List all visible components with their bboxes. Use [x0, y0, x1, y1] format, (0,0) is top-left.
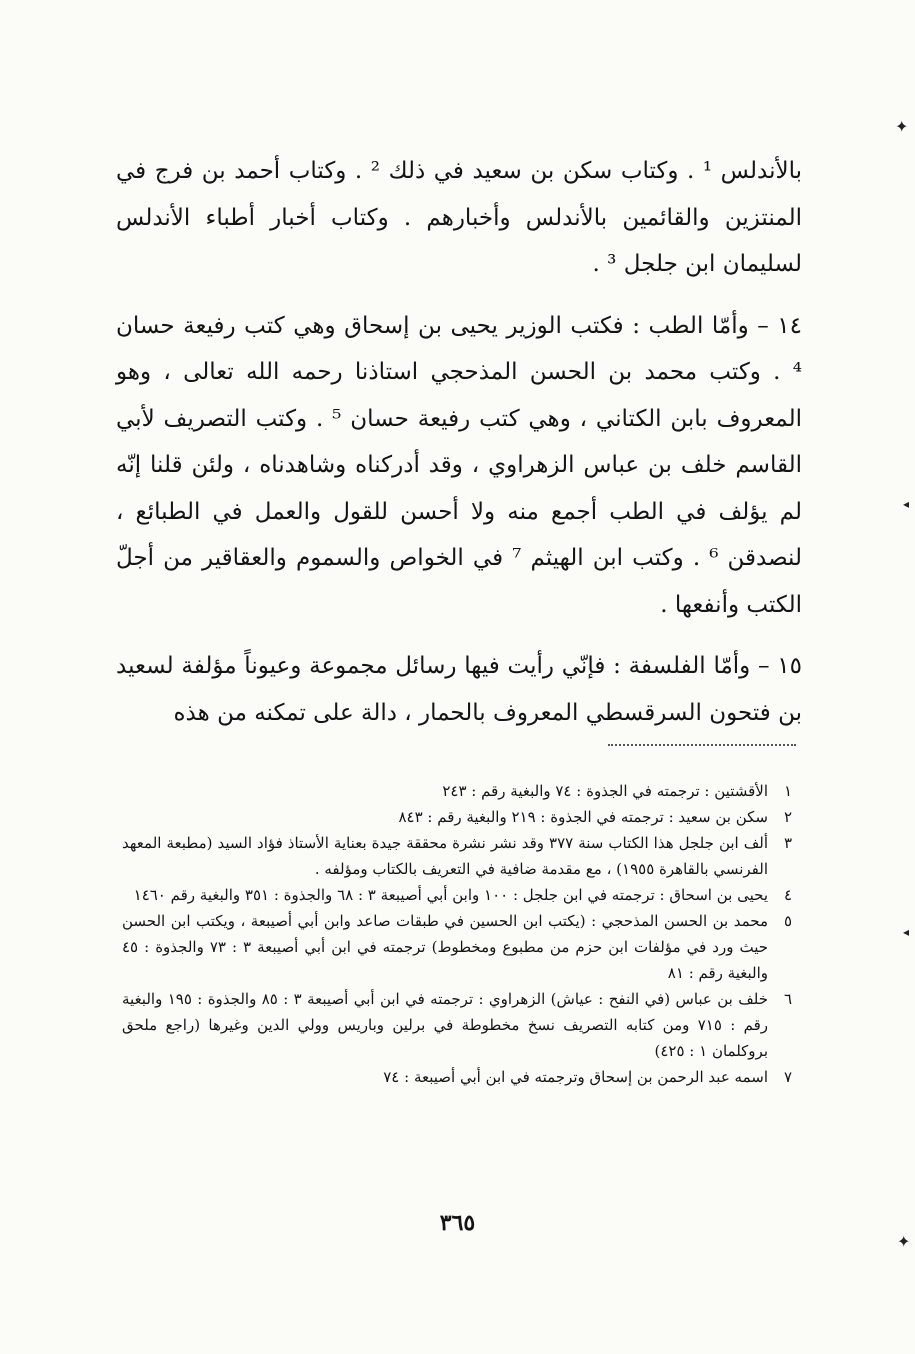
- paragraph-andalus-history: بالأندلس ¹ . وكتاب سكن بن سعيد في ذلك ² . وكتاب أحمد بن فرج في المنتزين والقائمين بالأندلس وأخبارهم . وكتاب أخبار أطباء الأندلس لسليمان ابن جلجل ³ .: [116, 158, 802, 277]
- footnote-text: محمد بن الحسن المذحجي : (يكتب ابن الحسين في طبقات صاعد وابن أبي أصيبعة ، ويكتب ابن الحسن حيث ورد في مؤلفات ابن حزم من مطبوع ومخطوط) ترجمته في ابن أبي أصيبعة ٣ : ٧٣ والجذوة : ٤٥ والبغية رقم : ٨١: [122, 912, 769, 982]
- margin-arrow-mark: ◂: [903, 497, 910, 511]
- footnote-number: ٥: [783, 912, 792, 930]
- footnote-number: ٦: [783, 990, 792, 1008]
- margin-arrow-mark: ◂: [903, 925, 910, 939]
- footnote-item: [122, 986, 792, 1064]
- paragraph-medicine: ١٤ – وأمّا الطب : فكتب الوزير يحيى بن إسحاق وهي كتب رفيعة حسان ⁴ . وكتب محمد بن الحسن المذحجي استاذنا رحمه الله تعالى ، وهو المعروف بابن الكتاني ، وهي كتب رفيعة حسان ⁵ . وكتب التصريف لأبي القاسم خلف بن عباس الزهراوي ، وقد أدركناه وشاهدناه ، ولئن قلنا إنّه لم يؤلف في الطب أجمع منه ولا أحسن للقول والعمل في الطبائع ، لنصدقن ⁶ . وكتب ابن الهيثم ⁷ في الخواص والسموم والعقاقير من أجلّ الكتب وأنفعها .: [116, 312, 803, 618]
- footnotes-list: [122, 778, 792, 1090]
- page-number: ٣٦٥: [439, 1210, 476, 1236]
- footnote-number: ٣: [783, 834, 792, 852]
- footnote-separator: [608, 744, 796, 746]
- footnote-number: ٤: [783, 886, 792, 904]
- footnote-text: اسمه عبد الرحمن بن إسحاق وترجمته في ابن أبي أصيبعة : ٧٤: [383, 1068, 768, 1086]
- footnote-item: [122, 882, 792, 908]
- margin-star-mark: ✦: [897, 1232, 911, 1251]
- paragraph-philosophy: ١٥ – وأمّا الفلسفة : فإنّي رأيت فيها رسائل مجموعة وعيوناً مؤلفة لسعيد بن فتحون السرقسطي المعروف بالحمار ، دالة على تمكنه من هذه: [116, 653, 802, 726]
- footnote-text: الأقشتين : ترجمته في الجذوة : ٧٤ والبغية رقم : ٢٤٣: [442, 782, 768, 800]
- main-text: [116, 148, 802, 736]
- footnote-item: [122, 804, 792, 830]
- footnote-item: [122, 778, 792, 804]
- footnote-number: ٢: [783, 808, 792, 826]
- margin-star-mark: ✦: [895, 117, 909, 136]
- footnote-item: [122, 908, 792, 986]
- footnote-text: ألف ابن جلجل هذا الكتاب سنة ٣٧٧ وقد نشر نشرة محققة جيدة بعناية الأستاذ فؤاد السيد (مطبعة المعهد الفرنسي بالقاهرة ١٩٥٥) ، مع مقدمة ضافية في التعريف بالكتاب ومؤلفه .: [122, 834, 768, 878]
- footnote-number: ٧: [783, 1068, 792, 1086]
- footnote-item: [122, 830, 792, 882]
- footnote-item: [122, 1064, 792, 1090]
- footnote-text: خلف بن عباس (في النفح : عياش) الزهراوي : ترجمته في ابن أبي أصيبعة ٣ : ٨٥ والجذوة : ١٩٥ والبغية رقم : ٧١٥ ومن كتابه التصريف نسخ مخطوطة في برلين وباريس وولي الدين وغيرها (راجع ملحق بروكلمان ١ : ٤٢٥): [122, 990, 768, 1060]
- footnote-text: سكن بن سعيد : ترجمته في الجذوة : ٢١٩ والبغية رقم : ٨٤٣: [398, 808, 768, 826]
- footnote-text: يحيى بن اسحاق : ترجمته في ابن جلجل : ١٠٠ وابن أبي أصيبعة ٣ : ٦٨ والجذوة : ٣٥١ والبغية رقم ١٤٦٠: [133, 886, 768, 904]
- footnote-number: ١: [783, 782, 792, 800]
